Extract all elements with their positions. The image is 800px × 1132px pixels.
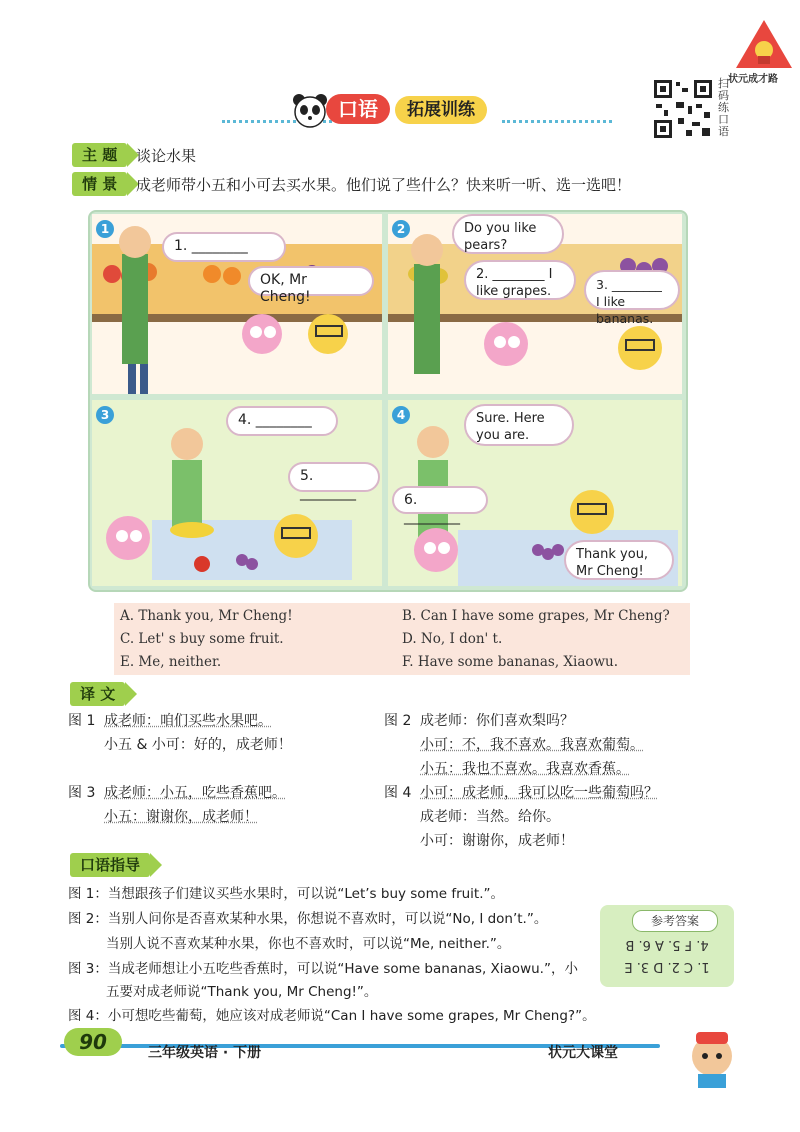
guide-line: 五要对成老师说“Thank you, Mr Cheng!”。: [106, 984, 378, 1000]
topic-label: 主 题: [72, 143, 127, 167]
speech-bubble: 2. ________ I like grapes.: [464, 260, 576, 300]
speech-bubble: 1. ________: [162, 232, 286, 262]
speaking-guide-label: 口语指导: [70, 853, 150, 877]
scenario-text: 成老师带小五和小可去买水果。他们说了些什么？快来听一听、选一选吧！: [136, 176, 632, 194]
guide-line: 图 1：当想跟孩子们建议买些水果时，可以说“Let’s buy some fruit.”。: [68, 886, 505, 902]
banner-divider-right: [502, 120, 612, 123]
series-title: 状元大课堂: [548, 1045, 618, 1061]
translation-line: 成老师：小五，吃些香蕉吧。: [104, 785, 286, 801]
translation-line: 小五 & 小可：好的，成老师！: [104, 737, 292, 753]
translation-fig-label: 图 4: [384, 785, 412, 801]
speech-bubble: Do you like pears?: [452, 214, 564, 254]
translation-line: 成老师：当然。给你。: [420, 809, 560, 825]
panel-number: 2: [392, 220, 410, 238]
qr-caption: 扫码练口语: [718, 77, 729, 138]
guide-line: 图 3：当成老师想让小五吃些香蕉时，可以说“Have some bananas, Xiaowu.”，小: [68, 961, 578, 977]
guide-line: 图 4：小可想吃些葡萄，她应该对成老师说“Can I have some grapes, Mr Cheng?”。: [68, 1008, 596, 1024]
speech-bubble: 3. ________ I like bananas.: [584, 270, 680, 310]
translation-label: 译 文: [70, 682, 125, 706]
answer-key-box: [600, 905, 734, 987]
answer-key-line: 4. F 5. A 6. B: [625, 937, 709, 952]
answer-key-label: 参考答案: [632, 910, 718, 932]
translation-line: 成老师：你们喜欢梨吗？: [420, 713, 574, 729]
guide-line: 图 2：当别人问你是否喜欢某种水果，你想说不喜欢时，可以说“No, I don’t.”。: [68, 911, 548, 927]
topic-text: 谈论水果: [136, 147, 197, 165]
comic-panel-3: [92, 400, 382, 586]
panel-number: 1: [96, 220, 114, 238]
speech-bubble: OK, Mr Cheng!: [248, 266, 374, 296]
translation-line: 小可：成老师，我可以吃一些葡萄吗？: [420, 785, 658, 801]
speech-bubble: Sure. Here you are.: [464, 404, 574, 446]
scenario-label: 情 景: [72, 172, 127, 196]
mascot-icon: [676, 1026, 748, 1090]
speech-bubble: 6. ________: [392, 486, 488, 514]
comic-panel-1: [92, 214, 382, 394]
translation-line: 小可：不，我不喜欢。我喜欢葡萄。: [420, 737, 644, 753]
qr-code-icon[interactable]: [652, 78, 714, 140]
option-b: B. Can I have some grapes, Mr Cheng?: [402, 608, 670, 624]
speaking-badge: 口语: [326, 94, 390, 124]
panel-number: 4: [392, 406, 410, 424]
answer-key-line: 1. C 2. D 3. E: [624, 959, 710, 974]
answer-options-box: [114, 603, 690, 675]
translation-fig-label: 图 3: [68, 785, 96, 801]
panda-icon: [290, 92, 330, 130]
guide-line: 当别人说不喜欢某种水果，你也不喜欢时，可以说“Me, neither.”。: [106, 936, 511, 952]
option-a: A. Thank you, Mr Cheng!: [120, 608, 293, 624]
panel-number: 3: [96, 406, 114, 424]
translation-line: 成老师：咱们买些水果吧。: [104, 713, 272, 729]
translation-line: 小五：我也不喜欢。我喜欢香蕉。: [420, 761, 630, 777]
option-c: C. Let' s buy some fruit.: [120, 631, 284, 647]
book-title: 三年级英语 · 下册: [148, 1045, 262, 1061]
speech-bubble: Thank you, Mr Cheng!: [564, 540, 674, 580]
option-e: E. Me, neither.: [120, 654, 222, 670]
translation-fig-label: 图 2: [384, 713, 412, 729]
translation-line: 小五：谢谢你，成老师！: [104, 809, 258, 825]
translation-line: 小可：谢谢你，成老师！: [420, 833, 574, 849]
translation-fig-label: 图 1: [68, 713, 96, 729]
speech-bubble: 4. ________: [226, 406, 338, 436]
brand-logo-text: 状元成才路: [728, 74, 778, 85]
section-banner-title: 拓展训练: [395, 96, 487, 124]
comic-panel-2: [388, 214, 682, 394]
comic-panel-4: [388, 400, 682, 586]
speech-bubble: 5. ________: [288, 462, 380, 492]
page-number: 90: [64, 1028, 122, 1056]
option-f: F. Have some bananas, Xiaowu.: [402, 654, 619, 670]
option-d: D. No, I don' t.: [402, 631, 503, 647]
comic-strip: [88, 210, 688, 592]
